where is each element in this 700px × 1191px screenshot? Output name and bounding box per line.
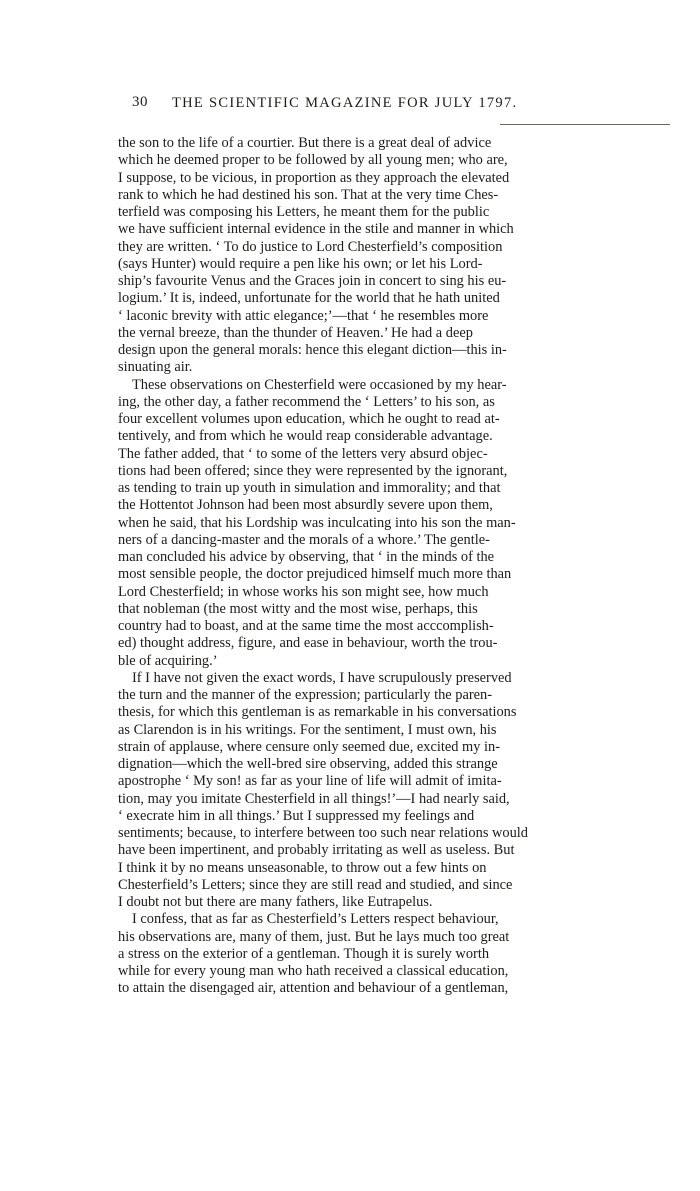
text-line: ed) thought address, figure, and ease in behaviour, worth the trou-	[118, 635, 498, 652]
article-body	[118, 135, 670, 998]
header-rule	[500, 124, 670, 125]
text-line: dignation—which the well-bred sire observing, added this strange	[118, 756, 498, 772]
text-line: strain of applause, where censure only seemed due, excited my in-	[118, 738, 501, 755]
text-line: I doubt not but there are many fathers, like Eutrapelus.	[118, 894, 433, 910]
text-line: ‘ laconic brevity with attic elegance;’—that ‘ he resembles more	[118, 307, 489, 324]
text-line: they are written. ‘ To do justice to Lord Chesterfield’s composition	[118, 238, 503, 255]
text-line: I think it by no means unseasonable, to throw out a few hints on	[118, 859, 487, 876]
paragraph	[118, 135, 670, 377]
text-line: ble of acquiring.’	[118, 652, 218, 669]
text-line: I confess, that as far as Chesterfield’s Letters respect behaviour,	[132, 911, 499, 928]
text-line: Chesterfield’s Letters; since they are still read and studied, and since	[118, 876, 513, 893]
paragraph	[118, 377, 670, 670]
text-line: which he deemed proper to be followed by all young men; who are,	[118, 152, 508, 169]
text-line: most sensible people, the doctor prejudiced himself much more than	[118, 566, 512, 583]
text-line: I suppose, to be vicious, in proportion as they approach the elevated	[118, 169, 510, 186]
text-line: country had to boast, and at the same time the most acccomplish-	[118, 618, 494, 634]
page-header	[132, 94, 672, 116]
page-number: 30	[132, 94, 148, 110]
text-line: as tending to train up youth in simulation and immorality; and that	[118, 480, 501, 496]
text-line: when he said, that his Lordship was inculcating into his son the man-	[118, 514, 516, 531]
text-line: man concluded his advice by observing, that ‘ in the minds of the	[118, 549, 495, 565]
text-line: If I have not given the exact words, I have scrupulously preserved	[132, 669, 512, 686]
text-line: the turn and the manner of the expression; particularly the paren-	[118, 687, 493, 703]
text-line: as Clarendon is in his writings. For the sentiment, I must own, his	[118, 721, 497, 738]
text-line: design upon the general morals: hence this elegant diction—this in-	[118, 342, 507, 358]
text-line: ing, the other day, a father recommend the ‘ Letters’ to his son, as	[118, 393, 495, 410]
text-line: Lord Chesterfield; in whose works his son might see, how much	[118, 583, 489, 600]
paragraph	[118, 911, 670, 997]
text-line: to attain the disengaged air, attention and behaviour of a gentleman,	[118, 980, 509, 997]
text-line: the Hottentot Johnson had been most absurdly severe upon them,	[118, 497, 493, 514]
text-line: apostrophe ‘ My son! as far as your line of life will admit of imita-	[118, 773, 502, 790]
paragraph	[118, 670, 670, 912]
text-line: sentiments; because, to interfere between too such near relations would	[118, 825, 528, 841]
text-line: ners of a dancing-master and the morals of a whore.’ The gentle-	[118, 531, 490, 548]
text-line: the vernal breeze, than the thunder of Heaven.’ He had a deep	[118, 324, 473, 341]
text-line: while for every young man who hath received a classical education,	[118, 963, 509, 979]
text-line: ship’s favourite Venus and the Graces join in concert to sing his eu-	[118, 273, 507, 289]
text-line: his observations are, many of them, just. But he lays much too great	[118, 928, 510, 945]
text-line: thesis, for which this gentleman is as remarkable in his conversations	[118, 704, 517, 721]
text-line: four excellent volumes upon education, which he ought to read at-	[118, 411, 500, 427]
text-line: ‘ execrate him in all things.’ But I suppressed my feelings and	[118, 807, 475, 824]
text-line: rank to which he had destined his son. That at the very time Ches-	[118, 186, 499, 203]
text-line: tions had been offered; since they were represented by the ignorant,	[118, 462, 508, 479]
text-line: The father added, that ‘ to some of the letters very absurd objec-	[118, 445, 488, 462]
text-line: the son to the life of a courtier. But there is a great deal of advice	[118, 135, 492, 151]
text-line: a stress on the exterior of a gentleman. Though it is surely worth	[118, 945, 490, 962]
text-line: tion, may you imitate Chesterfield in all things!’—I had nearly said,	[118, 790, 510, 807]
text-line: (says Hunter) would require a pen like his own; or let his Lord-	[118, 255, 483, 272]
text-line: These observations on Chesterfield were occasioned by my hear-	[132, 376, 507, 393]
running-head: THE SCIENTIFIC MAGAZINE FOR JULY 1797.	[172, 95, 518, 111]
text-line: logium.’ It is, indeed, unfortunate for the world that he hath united	[118, 290, 500, 307]
text-line: tentively, and from which he would reap considerable advantage.	[118, 428, 493, 445]
text-line: sinuating air.	[118, 359, 193, 376]
text-line: that nobleman (the most witty and the most wise, perhaps, this	[118, 600, 478, 617]
text-line: have been impertinent, and probably irritating as well as useless. But	[118, 842, 515, 859]
text-line: terfield was composing his Letters, he meant them for the public	[118, 204, 490, 220]
text-line: we have sufficient internal evidence in the stile and manner in which	[118, 221, 514, 238]
